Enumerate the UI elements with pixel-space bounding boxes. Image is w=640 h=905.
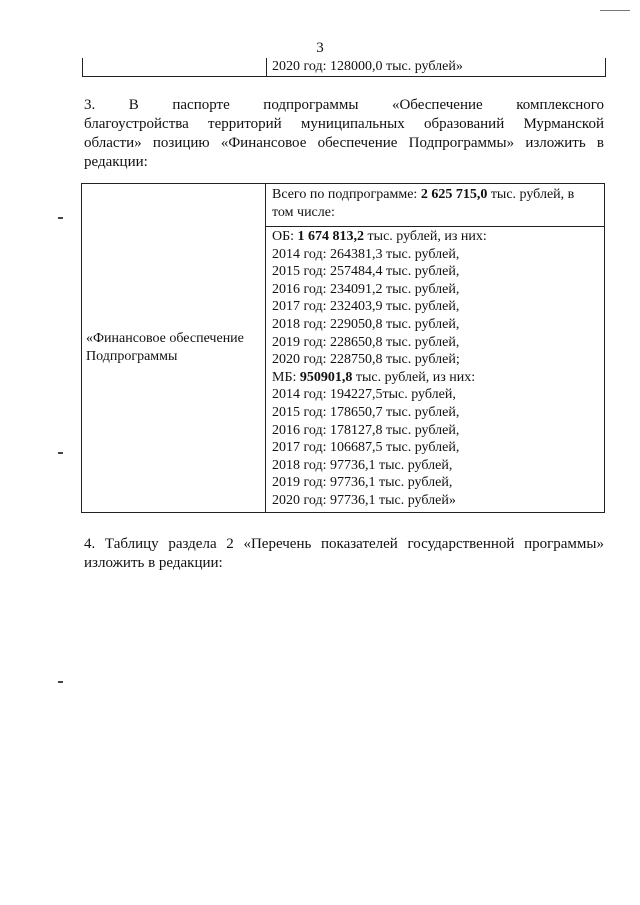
mb-value: 950901,8 [299,369,353,385]
mb-year-line: 2017 год: 106687,5 тыс. рублей, [272,440,460,456]
ob-value: 1 674 813,2 [297,229,365,244]
table-total-cell [266,184,605,227]
ob-year-line: 2015 год: 257484,4 тыс. рублей, [272,264,460,280]
mb-year-line: 2015 год: 178650,7 тыс. рублей, [272,404,460,420]
table-left-cell [82,184,266,513]
total-prefix: Всего по подпрограмме: [272,187,421,202]
paragraph-line: 4. Таблицу раздела 2 «Перечень показателей государственной программы» [84,536,604,552]
paragraph-4 [84,535,604,573]
page-number: 3 [316,40,324,56]
paragraph-line: области» позицию «Финансовое обеспечение Подпрограммы» изложить в [84,135,604,151]
left-cell-label: «Финансовое обеспечение Подпрограммы [86,330,244,364]
paragraph-3 [84,96,604,172]
ob-year-line: 2017 год: 232403,9 тыс. рублей, [272,299,460,315]
previous-row-text: 2020 год: 128000,0 тыс. рублей» [272,59,463,74]
table-breakdown-cell [266,227,605,513]
financing-table [81,183,605,513]
paragraph-line: 3. В паспорте подпрограммы «Обеспечение комплексного [84,97,604,113]
previous-table-row [82,58,606,77]
total-suffix: тыс. рублей, в том числе: [272,187,575,220]
paragraph-line: благоустройства территорий муниципальных образований Мурманской [84,116,604,132]
mb-year-line: 2020 год: 97736,1 тыс. рублей» [272,492,456,508]
mb-year-line: 2019 год: 97736,1 тыс. рублей, [272,475,453,491]
ob-year-line: 2016 год: 234091,2 тыс. рублей, [272,281,460,297]
scan-mark [58,452,63,454]
mb-heading: МБ: 950901,8 тыс. рублей, из них: [272,369,476,385]
scan-mark [58,217,63,219]
paragraph-line: изложить в редакции: [84,555,223,571]
column-divider [266,58,267,76]
ob-heading: ОБ: 1 674 813,2 тыс. рублей, из них: [272,229,487,244]
scan-mark [600,10,630,11]
mb-year-line: 2014 год: 194227,5тыс. рублей, [272,387,456,403]
total-value: 2 625 715,0 [420,187,488,202]
ob-year-line: 2018 год: 229050,8 тыс. рублей, [272,316,460,332]
ob-year-line: 2019 год: 228650,8 тыс. рублей, [272,334,460,350]
breakdown-block [266,227,604,512]
mb-year-line: 2018 год: 97736,1 тыс. рублей, [272,457,453,473]
mb-year-line: 2016 год: 178127,8 тыс. рублей, [272,422,460,438]
scan-mark [58,681,63,683]
total-text [266,184,604,226]
ob-year-line: 2014 год: 264381,3 тыс. рублей, [272,246,460,262]
ob-year-line: 2020 год: 228750,8 тыс. рублей; [272,352,460,368]
paragraph-line: редакции: [84,154,148,170]
